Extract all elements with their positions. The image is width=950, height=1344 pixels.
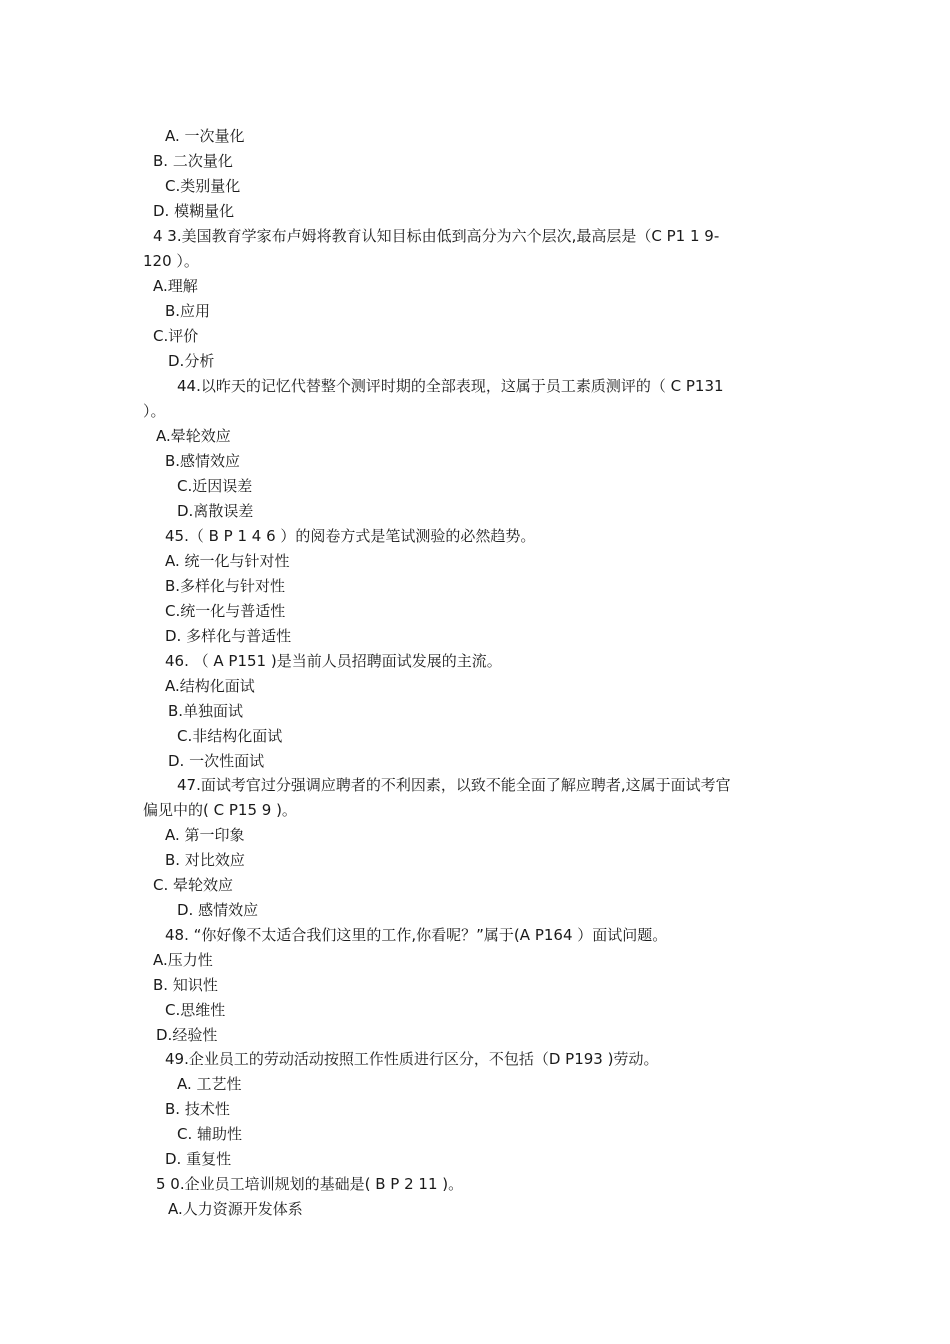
question-line: 44.以昨天的记忆代替整个测评时期的全部表现，这属于员工素质测评的（ C P131 — [177, 377, 724, 395]
option-line: A. 统一化与针对性 — [165, 552, 290, 570]
option-line: C.统一化与普适性 — [165, 602, 286, 620]
option-line: C.评价 — [153, 327, 199, 345]
option-line: A.压力性 — [153, 951, 213, 969]
option-line: B. 二次量化 — [153, 152, 233, 170]
question-line: 120 ）。 — [143, 252, 199, 270]
option-line: A.结构化面试 — [165, 677, 255, 695]
option-line: D. 重复性 — [165, 1150, 232, 1168]
question-line: 46. （ A P151 )是当前人员招聘面试发展的主流。 — [165, 652, 502, 670]
option-line: A. 工艺性 — [177, 1075, 242, 1093]
option-line: D. 一次性面试 — [168, 752, 265, 770]
question-line: 48. “你好像不太适合我们这里的工作,你看呢？”属于(A P164 ）面试问题。 — [165, 926, 668, 944]
question-line: ）。 — [143, 402, 166, 420]
option-line: D.离散误差 — [177, 502, 254, 520]
option-line: C. 晕轮效应 — [153, 876, 234, 894]
option-line: B. 对比效应 — [165, 851, 245, 869]
option-line: B. 知识性 — [153, 976, 218, 994]
option-line: D.分析 — [168, 352, 215, 370]
option-line: A.晕轮效应 — [156, 427, 231, 445]
option-line: A. 第一印象 — [165, 826, 245, 844]
option-line: B.感情效应 — [165, 452, 241, 470]
question-line: 5 0.企业员工培训规划的基础是( B P 2 11 )。 — [156, 1175, 464, 1193]
option-line: C.类别量化 — [165, 177, 241, 195]
option-line: D. 多样化与普适性 — [165, 627, 292, 645]
option-line: C. 辅助性 — [177, 1125, 243, 1143]
option-line: B. 技术性 — [165, 1100, 230, 1118]
question-line: 49.企业员工的劳动活动按照工作性质进行区分，不包括（D P193 )劳动。 — [165, 1050, 659, 1068]
question-line: 偏见中的( C P15 9 )。 — [143, 801, 297, 819]
option-line: A. 一次量化 — [165, 127, 245, 145]
option-line: D. 模糊量化 — [153, 202, 235, 220]
option-line: D.经验性 — [156, 1026, 218, 1044]
option-line: D. 感情效应 — [177, 901, 259, 919]
option-line: A.理解 — [153, 277, 198, 295]
question-line: 47.面试考官过分强调应聘者的不利因素，以致不能全面了解应聘者,这属于面试考官 — [177, 776, 731, 794]
option-line: C.思维性 — [165, 1001, 226, 1019]
option-line: B.单独面试 — [168, 702, 244, 720]
option-line: C.近因误差 — [177, 477, 253, 495]
option-line: B.多样化与针对性 — [165, 577, 286, 595]
option-line: C.非结构化面试 — [177, 727, 283, 745]
question-line: 45.（ B P 1 4 6 ）的阅卷方式是笔试测验的必然趋势。 — [165, 527, 536, 545]
option-line: A.人力资源开发体系 — [168, 1200, 303, 1218]
option-line: B.应用 — [165, 302, 211, 320]
question-line: 4 3.美国教育学家布卢姆将教育认知目标由低到高分为六个层次,最高层是（C P1 1 9- — [153, 227, 720, 245]
